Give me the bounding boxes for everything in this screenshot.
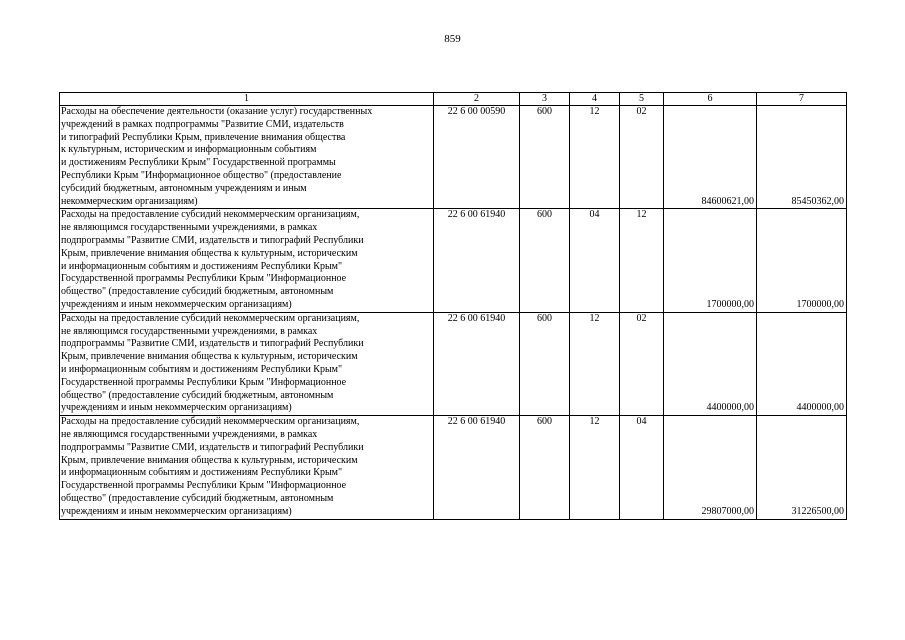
table-row bbox=[60, 106, 847, 209]
row-budget-code: 22 6 00 00590 bbox=[434, 106, 520, 209]
row-amount-7: 85450362,00 bbox=[757, 106, 847, 209]
header-cell-2: 2 bbox=[434, 93, 520, 106]
table-header-row bbox=[60, 93, 847, 106]
row-col-3: 600 bbox=[520, 416, 570, 519]
row-description: Расходы на предоставление субсидий некоммерческим организациям, не являющимся государственными учреждениями, в рамках подпрограммы "Развитие СМИ, издательств и типографий Республики Крым, привлечение внимания общества к культурным, историческим и информационным событиям и достижениям Республики Крым" Государственной программы Республики Крым "Информационное общество" (предоставление субсидий бюджетным, автономным учреждениям и иным некоммерческим организациям) bbox=[60, 209, 434, 312]
row-amount-7: 1700000,00 bbox=[757, 209, 847, 312]
header-cell-3: 3 bbox=[520, 93, 570, 106]
row-col-5: 12 bbox=[620, 209, 664, 312]
row-budget-code: 22 6 00 61940 bbox=[434, 312, 520, 415]
header-cell-5: 5 bbox=[620, 93, 664, 106]
row-col-5: 02 bbox=[620, 312, 664, 415]
table-row bbox=[60, 209, 847, 312]
row-col-5: 02 bbox=[620, 106, 664, 209]
table-row bbox=[60, 312, 847, 415]
row-col-4: 12 bbox=[570, 416, 620, 519]
row-col-3: 600 bbox=[520, 312, 570, 415]
row-amount-6: 29807000,00 bbox=[664, 416, 757, 519]
budget-table bbox=[59, 92, 847, 520]
table-row bbox=[60, 416, 847, 519]
row-amount-6: 1700000,00 bbox=[664, 209, 757, 312]
row-description: Расходы на обеспечение деятельности (оказание услуг) государственных учреждений в рамках подпрограммы "Развитие СМИ, издательств и типографий Республики Крым, привлечение внимания общества к культурным, историческим и информационным событиям и достижениям Республики Крым" Государственной программы Республики Крым "Информационное общество" (предоставление субсидий бюджетным, автономным учреждениям и иным некоммерческим организациям) bbox=[60, 106, 434, 209]
row-col-5: 04 bbox=[620, 416, 664, 519]
header-cell-1: 1 bbox=[60, 93, 434, 106]
header-cell-4: 4 bbox=[570, 93, 620, 106]
row-col-4: 04 bbox=[570, 209, 620, 312]
row-col-3: 600 bbox=[520, 209, 570, 312]
header-cell-6: 6 bbox=[664, 93, 757, 106]
row-col-3: 600 bbox=[520, 106, 570, 209]
row-budget-code: 22 6 00 61940 bbox=[434, 209, 520, 312]
row-col-4: 12 bbox=[570, 106, 620, 209]
row-amount-6: 84600621,00 bbox=[664, 106, 757, 209]
row-description: Расходы на предоставление субсидий некоммерческим организациям, не являющимся государственными учреждениями, в рамках подпрограммы "Развитие СМИ, издательств и типографий Республики Крым, привлечение внимания общества к культурным, историческим и информационным событиям и достижениям Республики Крым" Государственной программы Республики Крым "Информационное общество" (предоставление субсидий бюджетным, автономным учреждениям и иным некоммерческим организациям) bbox=[60, 312, 434, 415]
row-amount-7: 31226500,00 bbox=[757, 416, 847, 519]
row-budget-code: 22 6 00 61940 bbox=[434, 416, 520, 519]
header-cell-7: 7 bbox=[757, 93, 847, 106]
row-col-4: 12 bbox=[570, 312, 620, 415]
row-amount-6: 4400000,00 bbox=[664, 312, 757, 415]
page-number: 859 bbox=[444, 33, 461, 45]
row-description: Расходы на предоставление субсидий некоммерческим организациям, не являющимся государственными учреждениями, в рамках подпрограммы "Развитие СМИ, издательств и типографий Республики Крым, привлечение внимания общества к культурным, историческим и информационным событиям и достижениям Республики Крым" Государственной программы Республики Крым "Информационное общество" (предоставление субсидий бюджетным, автономным учреждениям и иным некоммерческим организациям) bbox=[60, 416, 434, 519]
row-amount-7: 4400000,00 bbox=[757, 312, 847, 415]
